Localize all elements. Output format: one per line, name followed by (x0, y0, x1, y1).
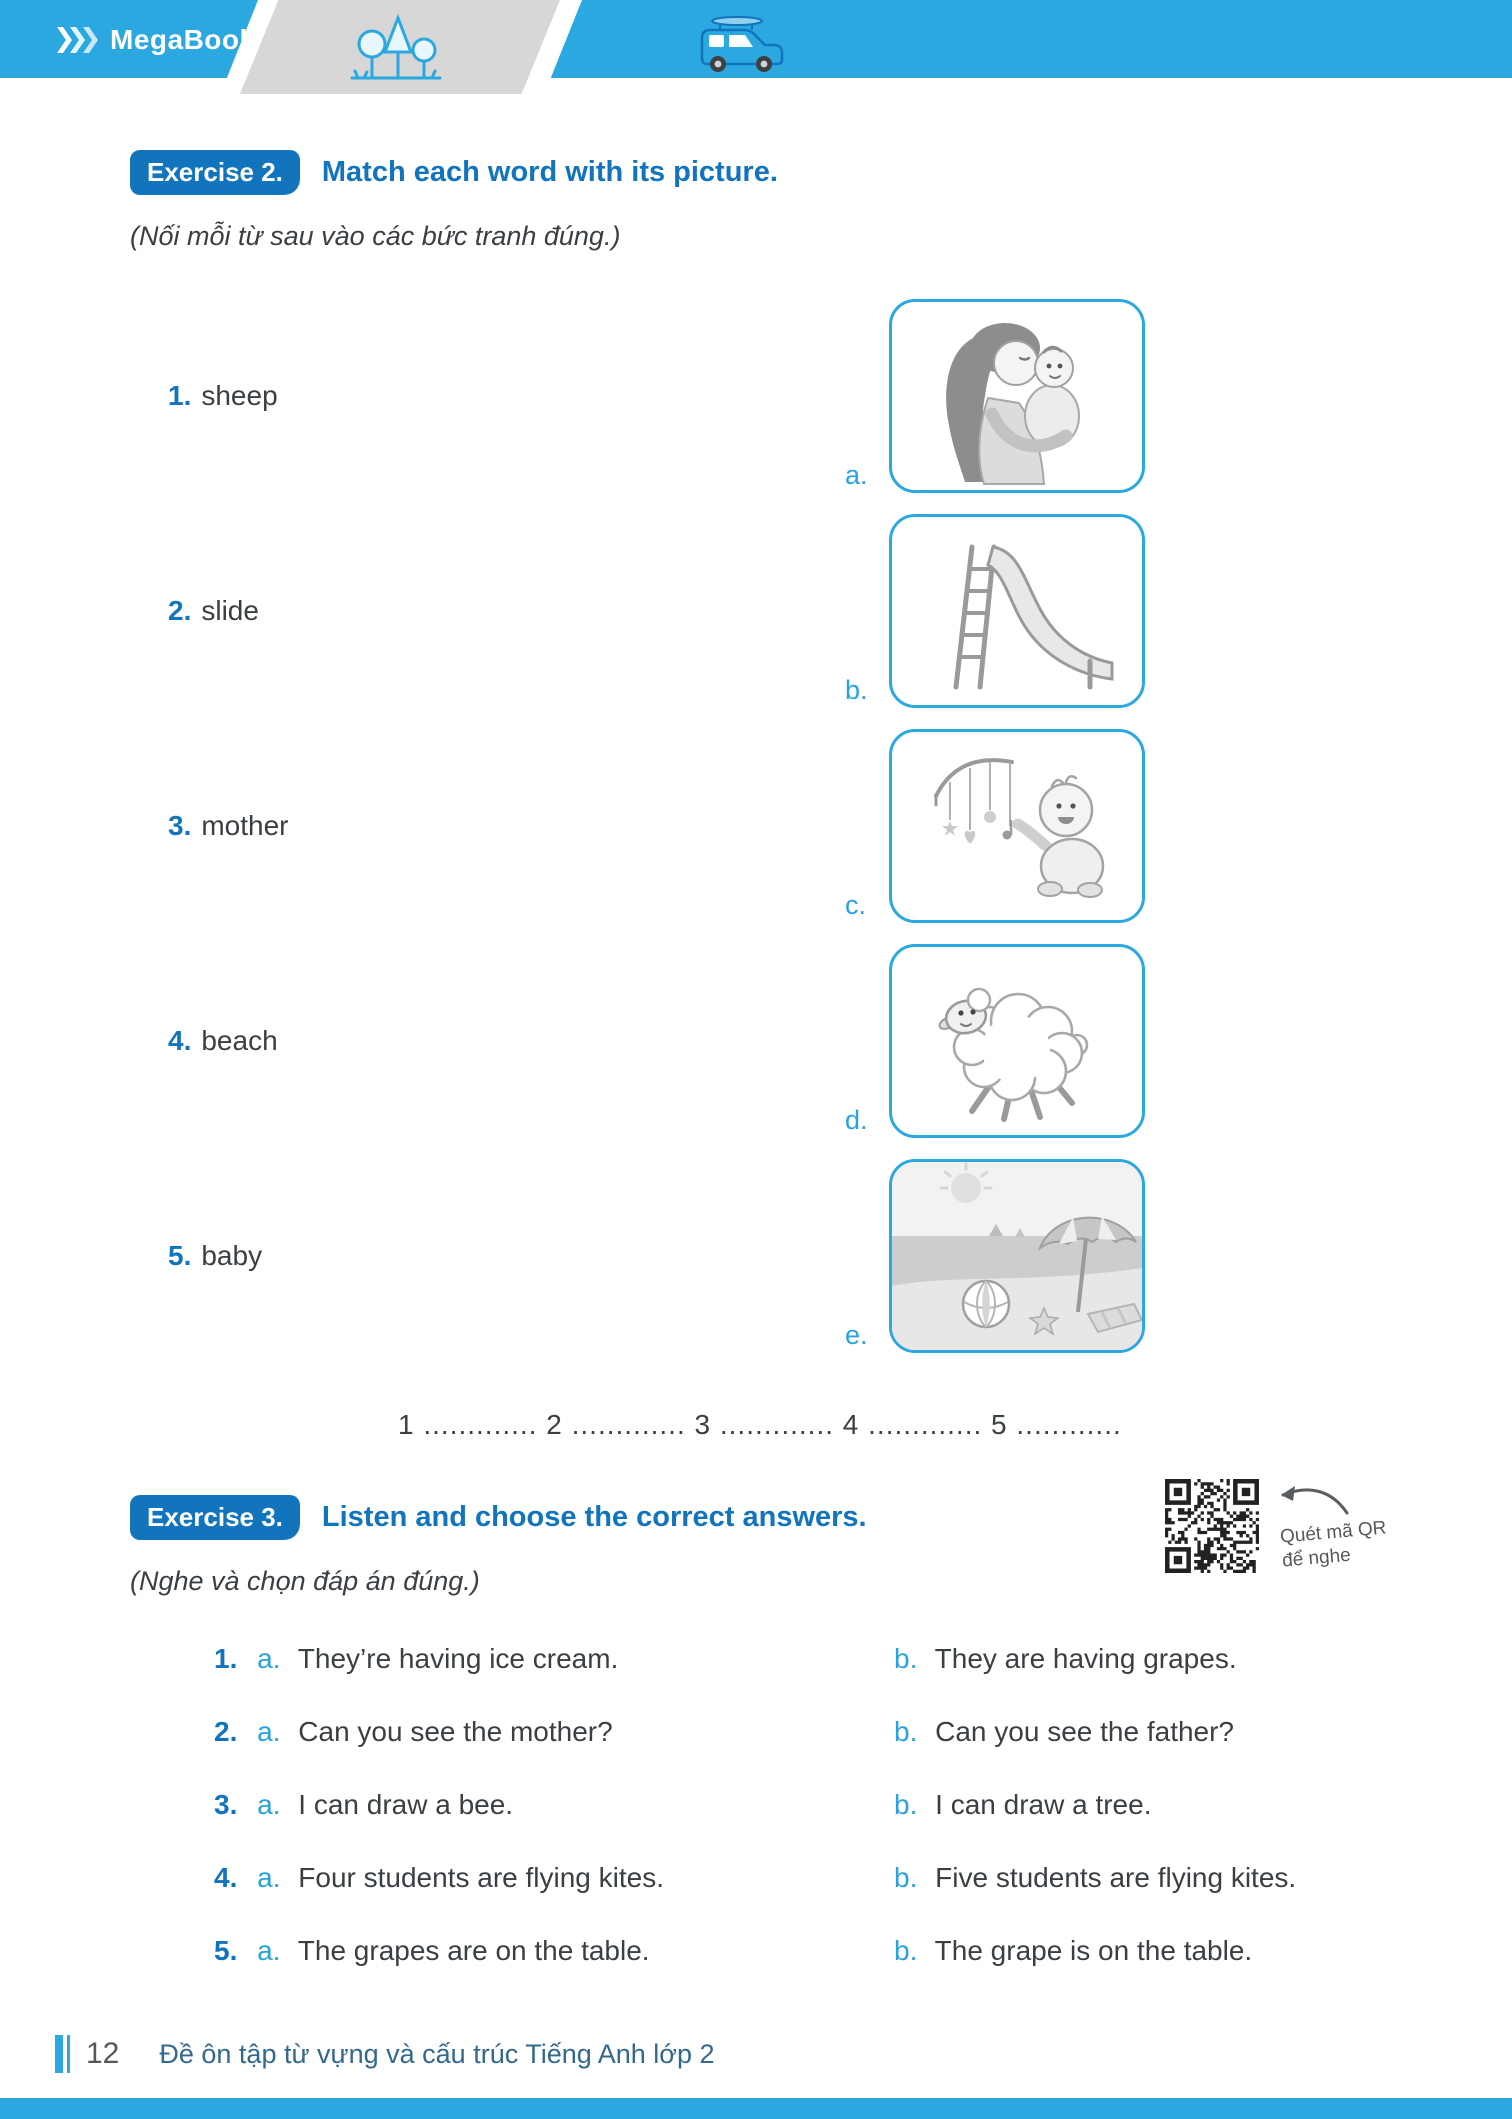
question-row-4 (214, 1862, 1382, 1894)
top-banner (0, 0, 1512, 78)
word-number: 5. (168, 1239, 192, 1271)
option-b (894, 1789, 1382, 1821)
option-b-text[interactable]: They are having grapes. (934, 1643, 1237, 1674)
option-b-label[interactable]: b. (894, 1862, 918, 1893)
match-row (130, 503, 1382, 718)
question-number: 5. (214, 1935, 238, 1966)
picture-label: c. (845, 889, 867, 920)
footer-title: Đề ôn tập từ vựng và cấu trúc Tiếng Anh lớp 2 (159, 2038, 715, 2069)
mother-holding-baby-illustration (892, 302, 1142, 490)
qr-block (1165, 1479, 1388, 1573)
picture-sheep[interactable] (889, 944, 1145, 1138)
match-row (130, 1148, 1382, 1363)
word-item-beach[interactable] (130, 1025, 845, 1057)
option-b-text[interactable]: Can you see the father? (935, 1716, 1235, 1747)
exercise3-title: Listen and choose the correct answers. (321, 1501, 867, 1533)
qr-caption (1279, 1516, 1389, 1573)
option-b (894, 1643, 1382, 1675)
picture-label: d. (845, 1104, 868, 1135)
option-a-text[interactable]: Four students are flying kites. (298, 1862, 665, 1893)
beach-illustration (892, 1162, 1142, 1350)
bottom-blue-strip (0, 2098, 1512, 2119)
option-b (894, 1862, 1382, 1894)
picture-mother-holding-baby[interactable] (889, 299, 1145, 493)
option-b-label[interactable]: b. (894, 1643, 918, 1674)
exercise2-title: Match each word with its picture. (321, 156, 778, 188)
question-row-5 (214, 1935, 1382, 1967)
option-a-label[interactable]: a. (257, 1789, 281, 1820)
option-a (214, 1862, 894, 1894)
option-a-text[interactable]: I can draw a bee. (298, 1789, 514, 1820)
picture-label: a. (845, 459, 868, 490)
option-a-label[interactable]: a. (257, 1935, 281, 1966)
picture-cell (845, 944, 1382, 1138)
picture-baby-with-mobile[interactable] (889, 729, 1145, 923)
picture-beach[interactable] (889, 1159, 1145, 1353)
word-text: slide (201, 594, 259, 626)
option-a (214, 1716, 894, 1748)
exercise3-subtitle: (Nghe và chọn đáp án đúng.) (130, 1566, 480, 1596)
question-number: 2. (214, 1716, 238, 1747)
exercise2-header (130, 150, 1382, 195)
option-a-text[interactable]: The grapes are on the table. (297, 1935, 650, 1966)
question-row-1 (214, 1643, 1382, 1675)
footer-accent-bar-thin (67, 2035, 70, 2073)
picture-label: b. (845, 674, 868, 705)
option-a-label[interactable]: a. (257, 1862, 281, 1893)
word-number: 3. (168, 809, 192, 841)
option-a (214, 1935, 894, 1967)
slide-illustration (892, 517, 1142, 705)
page-number: 12 (86, 2037, 120, 2070)
exercise3-section (130, 1495, 1388, 1967)
question-number: 1. (214, 1643, 238, 1674)
footer-accent-bar (55, 2035, 63, 2073)
brand-logo (56, 24, 256, 56)
question-number: 3. (214, 1789, 238, 1820)
word-number: 1. (168, 379, 192, 411)
question-row-2 (214, 1716, 1382, 1748)
brand-name: MegaBook (110, 24, 256, 55)
option-a-label[interactable]: a. (257, 1716, 281, 1747)
option-b-label[interactable]: b. (894, 1716, 918, 1747)
exercise2-badge: Exercise 2. (130, 150, 300, 195)
picture-label: e. (845, 1319, 868, 1350)
option-b-text[interactable]: The grape is on the table. (934, 1935, 1253, 1966)
picture-slide[interactable] (889, 514, 1145, 708)
option-b (894, 1935, 1382, 1967)
option-b-text[interactable]: I can draw a tree. (935, 1789, 1152, 1820)
option-a (214, 1643, 894, 1675)
page-footer (55, 2035, 715, 2073)
option-b (894, 1716, 1382, 1748)
baby-with-mobile-illustration (892, 732, 1142, 920)
option-a-text[interactable]: Can you see the mother? (298, 1716, 613, 1747)
trees-icon (348, 12, 444, 91)
picture-cell (845, 514, 1382, 708)
option-b-text[interactable]: Five students are flying kites. (935, 1862, 1297, 1893)
megabook-chevrons-icon (56, 27, 100, 53)
questions-list (214, 1643, 1382, 1967)
word-number: 4. (168, 1024, 192, 1056)
qr-code-icon[interactable] (1165, 1479, 1259, 1573)
answer-blanks[interactable]: 1 ............. 2 ............. 3 ............. 4 ............. 5 ............ (398, 1409, 1122, 1440)
van-icon (690, 12, 790, 79)
match-row (130, 288, 1382, 503)
sheep-illustration (892, 947, 1142, 1135)
question-row-3 (214, 1789, 1382, 1821)
page-content (0, 150, 1512, 1967)
word-text: sheep (201, 379, 278, 411)
match-grid (130, 288, 1382, 1363)
qr-caption-line1: Quét mã QR (1279, 1517, 1388, 1548)
match-row (130, 718, 1382, 933)
word-text: mother (201, 809, 289, 841)
option-b-label[interactable]: b. (894, 1789, 918, 1820)
curved-arrow-icon (1267, 1479, 1351, 1519)
question-number: 4. (214, 1862, 238, 1893)
option-b-label[interactable]: b. (894, 1935, 918, 1966)
option-a-label[interactable]: a. (257, 1643, 281, 1674)
word-number: 2. (168, 594, 192, 626)
word-item-baby[interactable] (130, 1240, 845, 1272)
word-item-sheep[interactable] (130, 380, 845, 412)
word-text: baby (201, 1239, 263, 1271)
exercise3-badge: Exercise 3. (130, 1495, 300, 1540)
word-item-mother[interactable] (130, 810, 845, 842)
qr-caption-line2: để nghe (1281, 1544, 1352, 1572)
match-row (130, 933, 1382, 1148)
picture-cell (845, 299, 1382, 493)
exercise2-subtitle: (Nối mỗi từ sau vào các bức tranh đúng.) (130, 221, 621, 251)
option-a (214, 1789, 894, 1821)
picture-cell (845, 1159, 1382, 1353)
word-item-slide[interactable] (130, 595, 845, 627)
picture-cell (845, 729, 1382, 923)
option-a-text[interactable]: They’re having ice cream. (297, 1643, 619, 1674)
word-text: beach (201, 1024, 278, 1056)
